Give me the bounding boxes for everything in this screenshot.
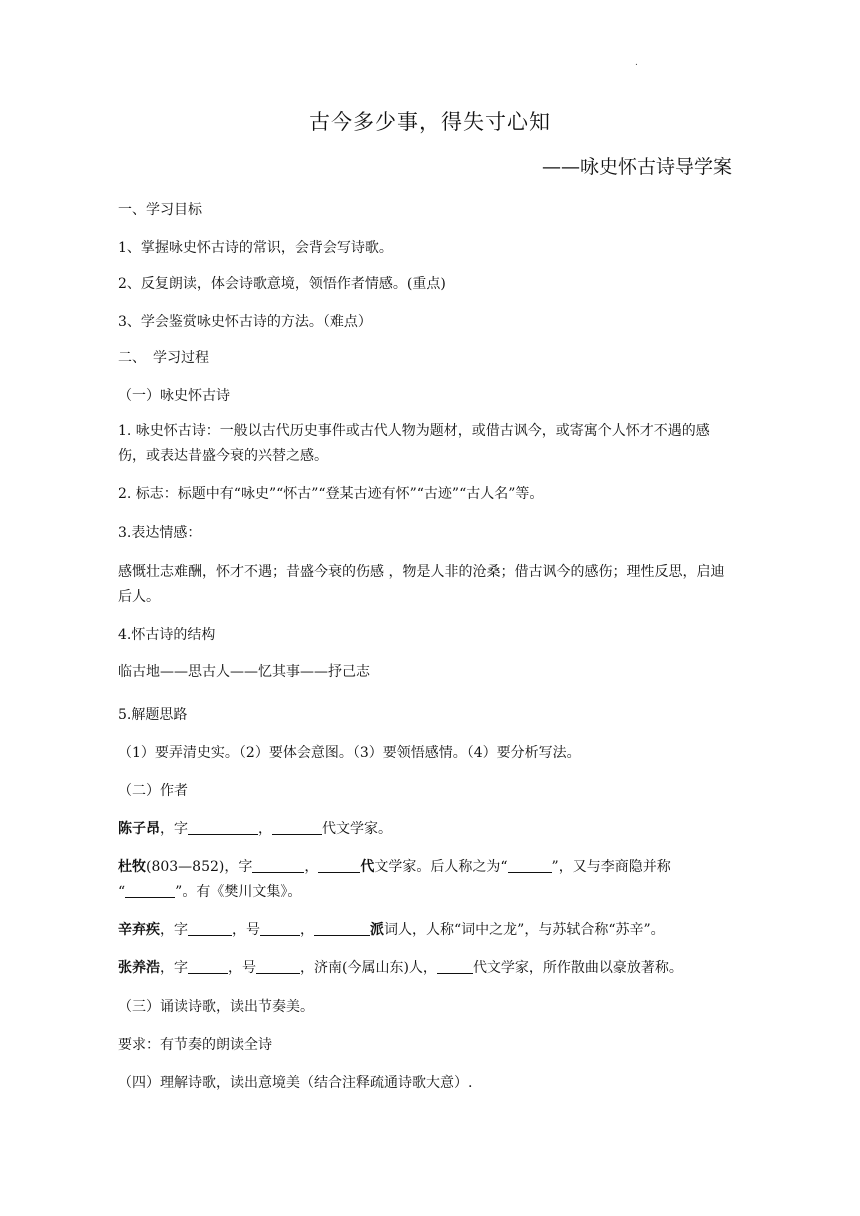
blank-field[interactable] — [272, 820, 322, 835]
blank-field[interactable] — [125, 883, 175, 898]
approach-text: （1）要弄清史实。（2）要体会意图。（3）要领悟感情。（4）要分析写法。 — [118, 745, 581, 761]
author-zhang-yanghao: 张养浩，字 ，号 ，济南(今属山东)人， 代文学家，所作散曲以豪放著称。 — [118, 960, 683, 976]
blank-field[interactable] — [188, 921, 232, 936]
item-markers: 2. 标志：标题中有“咏史”“怀古”“登某古迹有怀”“古迹”“古人名”等。 — [118, 486, 544, 502]
blank-field[interactable] — [188, 820, 258, 835]
item-structure-heading: 4.怀古诗的结构 — [118, 627, 216, 643]
item-definition: 1. 咏史怀古诗：一般以古代历史事件或古代人物为题材，或借古讽今，或寄寓个人怀才不遇的感伤，或表达昔盛今衰的兴替之感。 — [118, 423, 710, 464]
item-approach-heading: 5.解题思路 — [118, 707, 188, 723]
emotions-text: 感慨壮志难酬，怀才不遇；昔盛今衰的伤感 ，物是人非的沧桑；借古讽今的感伤；理性反思，启迪后人。 — [118, 564, 725, 605]
author-name: 辛弃疾 — [118, 922, 160, 938]
author-chen-ziang: 陈子昂，字 ， 代文学家。 — [118, 821, 392, 837]
page-title: 古今多少事，得失寸心知 — [309, 110, 551, 134]
blank-field[interactable] — [252, 858, 304, 873]
author-xin-qiji: 辛弃疾，字 ，号 ， 派词人，人称“词中之龙”，与苏轼合称“苏辛”。 — [118, 922, 665, 938]
author-name: 杜牧 — [118, 859, 146, 875]
structure-text: 临古地——思古人——忆其事——抒己志 — [118, 664, 370, 680]
author-name: 张养浩 — [118, 960, 160, 976]
section-heading-process: 二、 学习过程 — [118, 350, 209, 366]
author-du-mu: 杜牧(803—852)，字 ， 代文学家。后人称之为“ ”，又与李商隐并称 “ ”。有《樊川文集》。 — [118, 859, 671, 900]
goal-1: 1、掌握咏史怀古诗的常识，会背会写诗歌。 — [118, 240, 393, 256]
header-mark: . — [635, 58, 638, 68]
blank-field[interactable] — [256, 959, 300, 974]
author-name: 陈子昂 — [118, 821, 160, 837]
requirement-text: 要求：有节奏的朗读全诗 — [118, 1037, 272, 1053]
blank-field[interactable] — [437, 959, 473, 974]
blank-field[interactable] — [508, 858, 552, 873]
part-heading-authors: （二）作者 — [118, 783, 188, 799]
goal-2: 2、反复朗读，体会诗歌意境，领悟作者情感。(重点) — [118, 276, 446, 292]
blank-field[interactable] — [318, 858, 360, 873]
section-heading-goals: 一、学习目标 — [118, 202, 202, 218]
blank-field[interactable] — [314, 921, 370, 936]
goal-3: 3、学会鉴赏咏史怀古诗的方法。（难点） — [118, 314, 372, 330]
item-emotions-heading: 3.表达情感： — [118, 525, 202, 541]
part-heading-poetry: （一）咏史怀古诗 — [118, 388, 230, 404]
part-heading-recitation: （三）诵读诗歌，读出节奏美。 — [118, 999, 314, 1015]
blank-field[interactable] — [188, 959, 228, 974]
part-heading-understanding: （四）理解诗歌，读出意境美（结合注释疏通诗歌大意）. — [118, 1075, 473, 1091]
page-subtitle: ——咏史怀古诗导学案 — [541, 156, 732, 178]
blank-field[interactable] — [260, 921, 300, 936]
